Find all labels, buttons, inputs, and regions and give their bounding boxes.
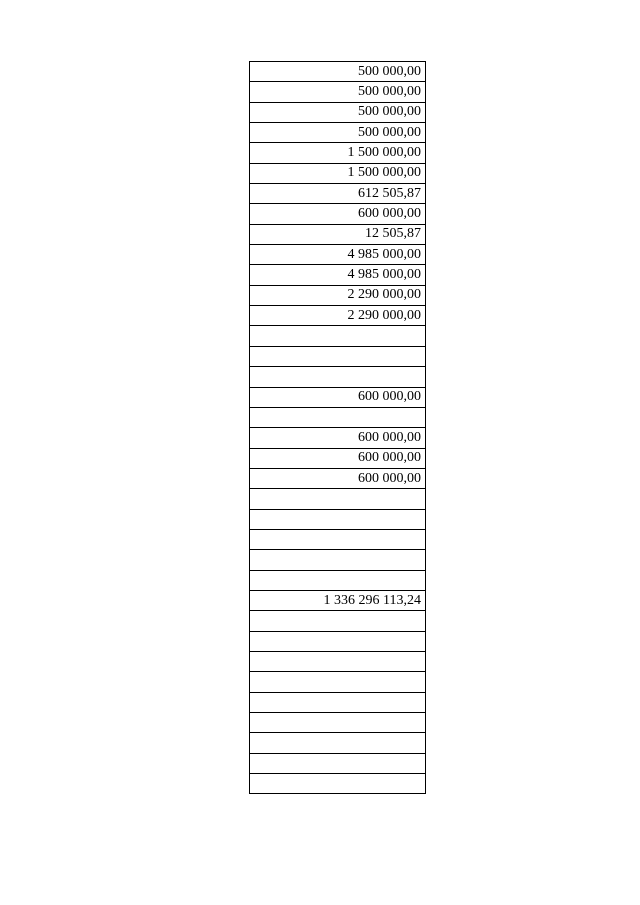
amount-cell	[250, 346, 426, 366]
amount-cell: 600 000,00	[250, 387, 426, 407]
amount-cell	[250, 550, 426, 570]
table-row	[250, 245, 426, 265]
table-row	[250, 448, 426, 468]
amount-table	[249, 61, 426, 794]
amount-cell	[250, 570, 426, 590]
table-row	[250, 62, 426, 82]
amount-cell	[250, 509, 426, 529]
table-row	[250, 529, 426, 549]
amount-cell	[250, 489, 426, 509]
table-row	[250, 346, 426, 366]
amount-cell: 600 000,00	[250, 428, 426, 448]
table-row	[250, 713, 426, 733]
table-row	[250, 143, 426, 163]
amount-cell: 500 000,00	[250, 123, 426, 143]
amount-cell: 2 290 000,00	[250, 285, 426, 305]
table-row	[250, 82, 426, 102]
table-row	[250, 367, 426, 387]
table-row	[250, 774, 426, 794]
amount-cell	[250, 631, 426, 651]
table-row	[250, 733, 426, 753]
amount-cell	[250, 774, 426, 794]
table-row	[250, 428, 426, 448]
amount-cell: 4 985 000,00	[250, 245, 426, 265]
amount-cell: 4 985 000,00	[250, 265, 426, 285]
table-row	[250, 570, 426, 590]
table-row	[250, 407, 426, 427]
table-row	[250, 651, 426, 671]
table-row	[250, 163, 426, 183]
table-row	[250, 672, 426, 692]
amount-cell: 500 000,00	[250, 62, 426, 82]
table-row	[250, 285, 426, 305]
table-row	[250, 184, 426, 204]
amount-cell: 600 000,00	[250, 468, 426, 488]
amount-cell	[250, 651, 426, 671]
table-row	[250, 468, 426, 488]
table-row	[250, 306, 426, 326]
table-row	[250, 123, 426, 143]
table-row	[250, 224, 426, 244]
amount-cell	[250, 713, 426, 733]
table-row	[250, 611, 426, 631]
amount-cell	[250, 692, 426, 712]
amount-cell: 500 000,00	[250, 82, 426, 102]
table-row	[250, 509, 426, 529]
amount-cell	[250, 407, 426, 427]
amount-cell	[250, 733, 426, 753]
amount-cell: 600 000,00	[250, 204, 426, 224]
amount-cell	[250, 326, 426, 346]
table-row	[250, 489, 426, 509]
amount-cell: 612 505,87	[250, 184, 426, 204]
table-row	[250, 326, 426, 346]
amount-cell: 1 500 000,00	[250, 163, 426, 183]
amount-cell	[250, 611, 426, 631]
table-row	[250, 590, 426, 610]
amount-cell: 2 290 000,00	[250, 306, 426, 326]
table-row	[250, 631, 426, 651]
amount-cell: 600 000,00	[250, 448, 426, 468]
amount-cell	[250, 753, 426, 773]
table-row	[250, 692, 426, 712]
amount-cell: 500 000,00	[250, 102, 426, 122]
table-row	[250, 204, 426, 224]
amount-cell: 1 500 000,00	[250, 143, 426, 163]
amount-cell: 1 336 296 113,24	[250, 590, 426, 610]
table-row	[250, 550, 426, 570]
amount-cell	[250, 529, 426, 549]
table-row	[250, 753, 426, 773]
table-row	[250, 102, 426, 122]
amount-cell: 12 505,87	[250, 224, 426, 244]
amount-cell	[250, 367, 426, 387]
amount-cell	[250, 672, 426, 692]
table-row	[250, 265, 426, 285]
amount-table-body	[250, 62, 426, 794]
table-row	[250, 387, 426, 407]
